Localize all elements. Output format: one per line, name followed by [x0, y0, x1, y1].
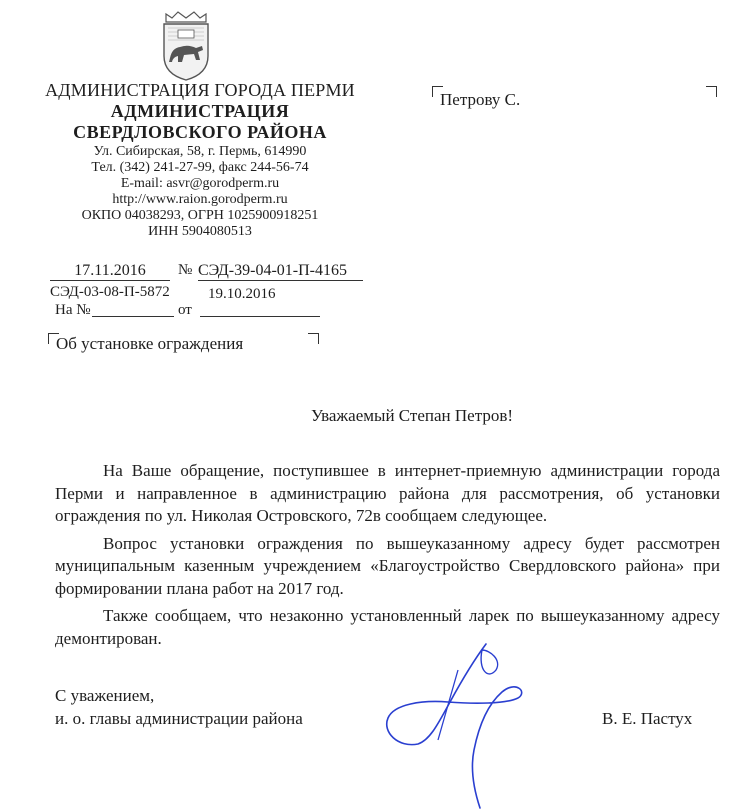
inn: ИНН 5904080513: [148, 224, 252, 239]
reference-number-line: [92, 316, 174, 317]
okpo-ogrn: ОКПО 04038293, ОГРН 1025900918251: [81, 208, 319, 223]
website: http://www.raion.gorodperm.ru: [112, 192, 288, 207]
address: Ул. Сибирская, 58, г. Пермь, 614990: [93, 144, 307, 159]
district-admin-title-line1: АДМИНИСТРАЦИЯ: [110, 101, 290, 121]
reference-label-na: На №: [55, 302, 91, 318]
handwritten-signature: [378, 640, 528, 810]
recipient: Петрову С.: [440, 90, 521, 109]
signer-name: В. Е. Пастух: [602, 709, 693, 728]
recipient-corner-right: [706, 86, 717, 97]
letter-body: [55, 460, 720, 655]
subject: Об установке ограждения: [56, 334, 244, 353]
body-paragraph-2: Вопрос установки ограждения по вышеуказанному адресу будет рассмотрен муниципальным казенным учреждением «Благоустройство Свердловского района» при формировании плана работ на 2017 год.: [55, 533, 720, 598]
phone-fax: Тел. (342) 241-27-99, факс 244-56-74: [91, 160, 309, 175]
email: E-mail: asvr@gorodperm.ru: [120, 176, 280, 191]
registration-date: 17.11.2016: [50, 262, 170, 281]
body-paragraph-1: На Ваше обращение, поступившее в интернет-приемную администрации города Перми и направленное в администрацию района для рассмотрения, об установки ограждения по ул. Николая Островского, 72в сообщаем следующее.: [55, 461, 720, 525]
reference-date: 19.10.2016: [208, 286, 276, 302]
district-admin-title-line2: СВЕРДЛОВСКОГО РАЙОНА: [73, 122, 327, 142]
registration-number-sign: №: [178, 262, 193, 278]
salutation: Уважаемый Степан Петров!: [310, 406, 514, 425]
city-admin-title: АДМИНИСТРАЦИЯ ГОРОДА ПЕРМИ: [45, 80, 355, 100]
registration-number: СЭД-39-04-01-П-4165: [198, 262, 363, 281]
closing-regards: С уважением,: [55, 686, 155, 705]
subject-corner-right: [308, 333, 319, 344]
signer-position: и. о. главы администрации района: [55, 709, 303, 728]
body-paragraph-3: Также сообщаем, что незаконно установленный ларек по вышеуказанному адресу демонтирован.: [55, 606, 720, 648]
reference-date-line: [200, 316, 320, 317]
reference-label-ot: от: [178, 302, 192, 318]
reference-number: СЭД-03-08-П-5872: [50, 284, 170, 300]
perm-bear-coat-of-arms-icon: [158, 10, 214, 82]
